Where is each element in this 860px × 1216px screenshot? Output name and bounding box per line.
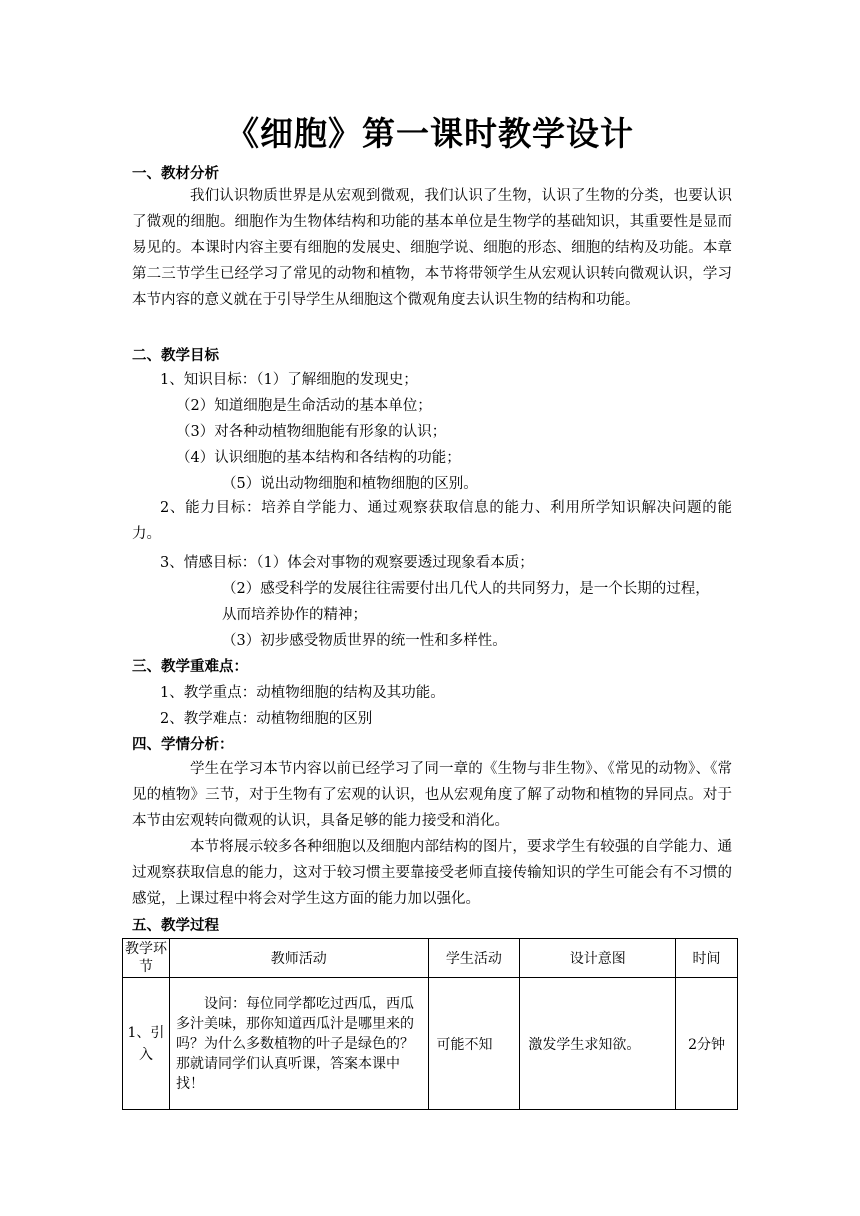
knowledge-goal-3: （3）对各种动植物细胞能有形象的认识； bbox=[176, 424, 447, 440]
document-title: 《细胞》第一课时教学设计 bbox=[226, 114, 634, 153]
ability-goal: 2、能力目标：培养自学能力、通过观察获取信息的能力、利用所学知识解决问题的能力。 bbox=[132, 500, 732, 542]
emotion-goal-1: 3、情感目标：（1）体会对事物的观察要透过现象看本质； bbox=[160, 555, 534, 571]
cell-time: 2分钟 bbox=[676, 978, 738, 1110]
emotion-goal-2-continued: 从而培养协作的精神； bbox=[222, 607, 367, 623]
knowledge-goal-2: （2）知道细胞是生命活动的基本单位； bbox=[176, 398, 432, 414]
table-row bbox=[123, 978, 738, 1110]
difficult-point: 2、教学难点：动植物细胞的区别 bbox=[160, 711, 373, 727]
knowledge-goal-4: （4）认识细胞的基本结构和各结构的功能； bbox=[176, 450, 461, 466]
section-heading-learner-analysis: 四、学情分析： bbox=[132, 737, 234, 753]
learner-analysis-paragraph-1: 学生在学习本节内容以前已经学习了同一章的《生物与非生物》、《常见的动物》、《常见的植物》三节，对于生物有了宏观的认识，也从宏观角度了解了动物和植物的异同点。对于本节由宏观转向微观的认识，具备足够的能力接受和消化。 bbox=[132, 761, 732, 829]
cell-teacher-activity: 设问：每位同学都吃过西瓜，西瓜多汁美味，那你知道西瓜汁是哪里来的吗？为什么多数植物的叶子是绿色的？那就请同学们认真听课，答案本课中找！ bbox=[169, 978, 428, 1110]
table-header-row bbox=[123, 939, 738, 978]
emotion-goal-2: （2）感受科学的发展往往需要付出几代人的共同努力，是一个长期的过程， bbox=[222, 581, 710, 597]
teaching-process-table bbox=[122, 938, 738, 1110]
section-heading-key-points: 三、教学重难点： bbox=[132, 659, 248, 675]
header-stage: 教学环节 bbox=[123, 939, 170, 978]
section-heading-textbook-analysis: 一、教材分析 bbox=[132, 166, 219, 182]
cell-design-intent: 激发学生求知欲。 bbox=[520, 978, 676, 1110]
textbook-analysis-paragraph: 我们认识物质世界是从宏观到微观，我们认识了生物，认识了生物的分类，也要认识了微观的细胞。细胞作为生物体结构和功能的基本单位是生物学的基础知识，其重要性是显而易见的。本课时内容主要有细胞的发展史、细胞学说、细胞的形态、细胞的结构及功能。本章第二三节学生已经学习了常见的动物和植物，本节将带领学生从宏观认识转向微观认识，学习本节内容的意义就在于引导学生从细胞这个微观角度去认识生物的结构和功能。 bbox=[132, 188, 732, 308]
header-time: 时间 bbox=[676, 939, 738, 978]
knowledge-goal-5: （5）说出动物细胞和植物细胞的区别。 bbox=[222, 476, 478, 492]
learner-analysis-paragraph-2: 本节将展示较多各种细胞以及细胞内部结构的图片，要求学生有较强的自学能力、通过观察获取信息的能力，这对于较习惯主要靠接受老师直接传输知识的学生可能会有不习惯的感觉，上课过程中将会对学生这方面的能力加以强化。 bbox=[132, 839, 732, 907]
cell-stage: 1、引入 bbox=[123, 978, 170, 1110]
header-student-activity: 学生活动 bbox=[428, 939, 520, 978]
knowledge-goal-1: 1、知识目标：（1）了解细胞的发现史； bbox=[160, 372, 418, 388]
key-point: 1、教学重点：动植物细胞的结构及其功能。 bbox=[160, 685, 445, 701]
header-teacher-activity: 教师活动 bbox=[169, 939, 428, 978]
emotion-goal-3: （3）初步感受物质世界的统一性和多样性。 bbox=[222, 633, 507, 649]
section-heading-teaching-process: 五、教学过程 bbox=[132, 918, 219, 934]
section-heading-teaching-goals: 二、教学目标 bbox=[132, 348, 219, 364]
cell-student-activity: 可能不知 bbox=[428, 978, 520, 1110]
header-design-intent: 设计意图 bbox=[520, 939, 676, 978]
